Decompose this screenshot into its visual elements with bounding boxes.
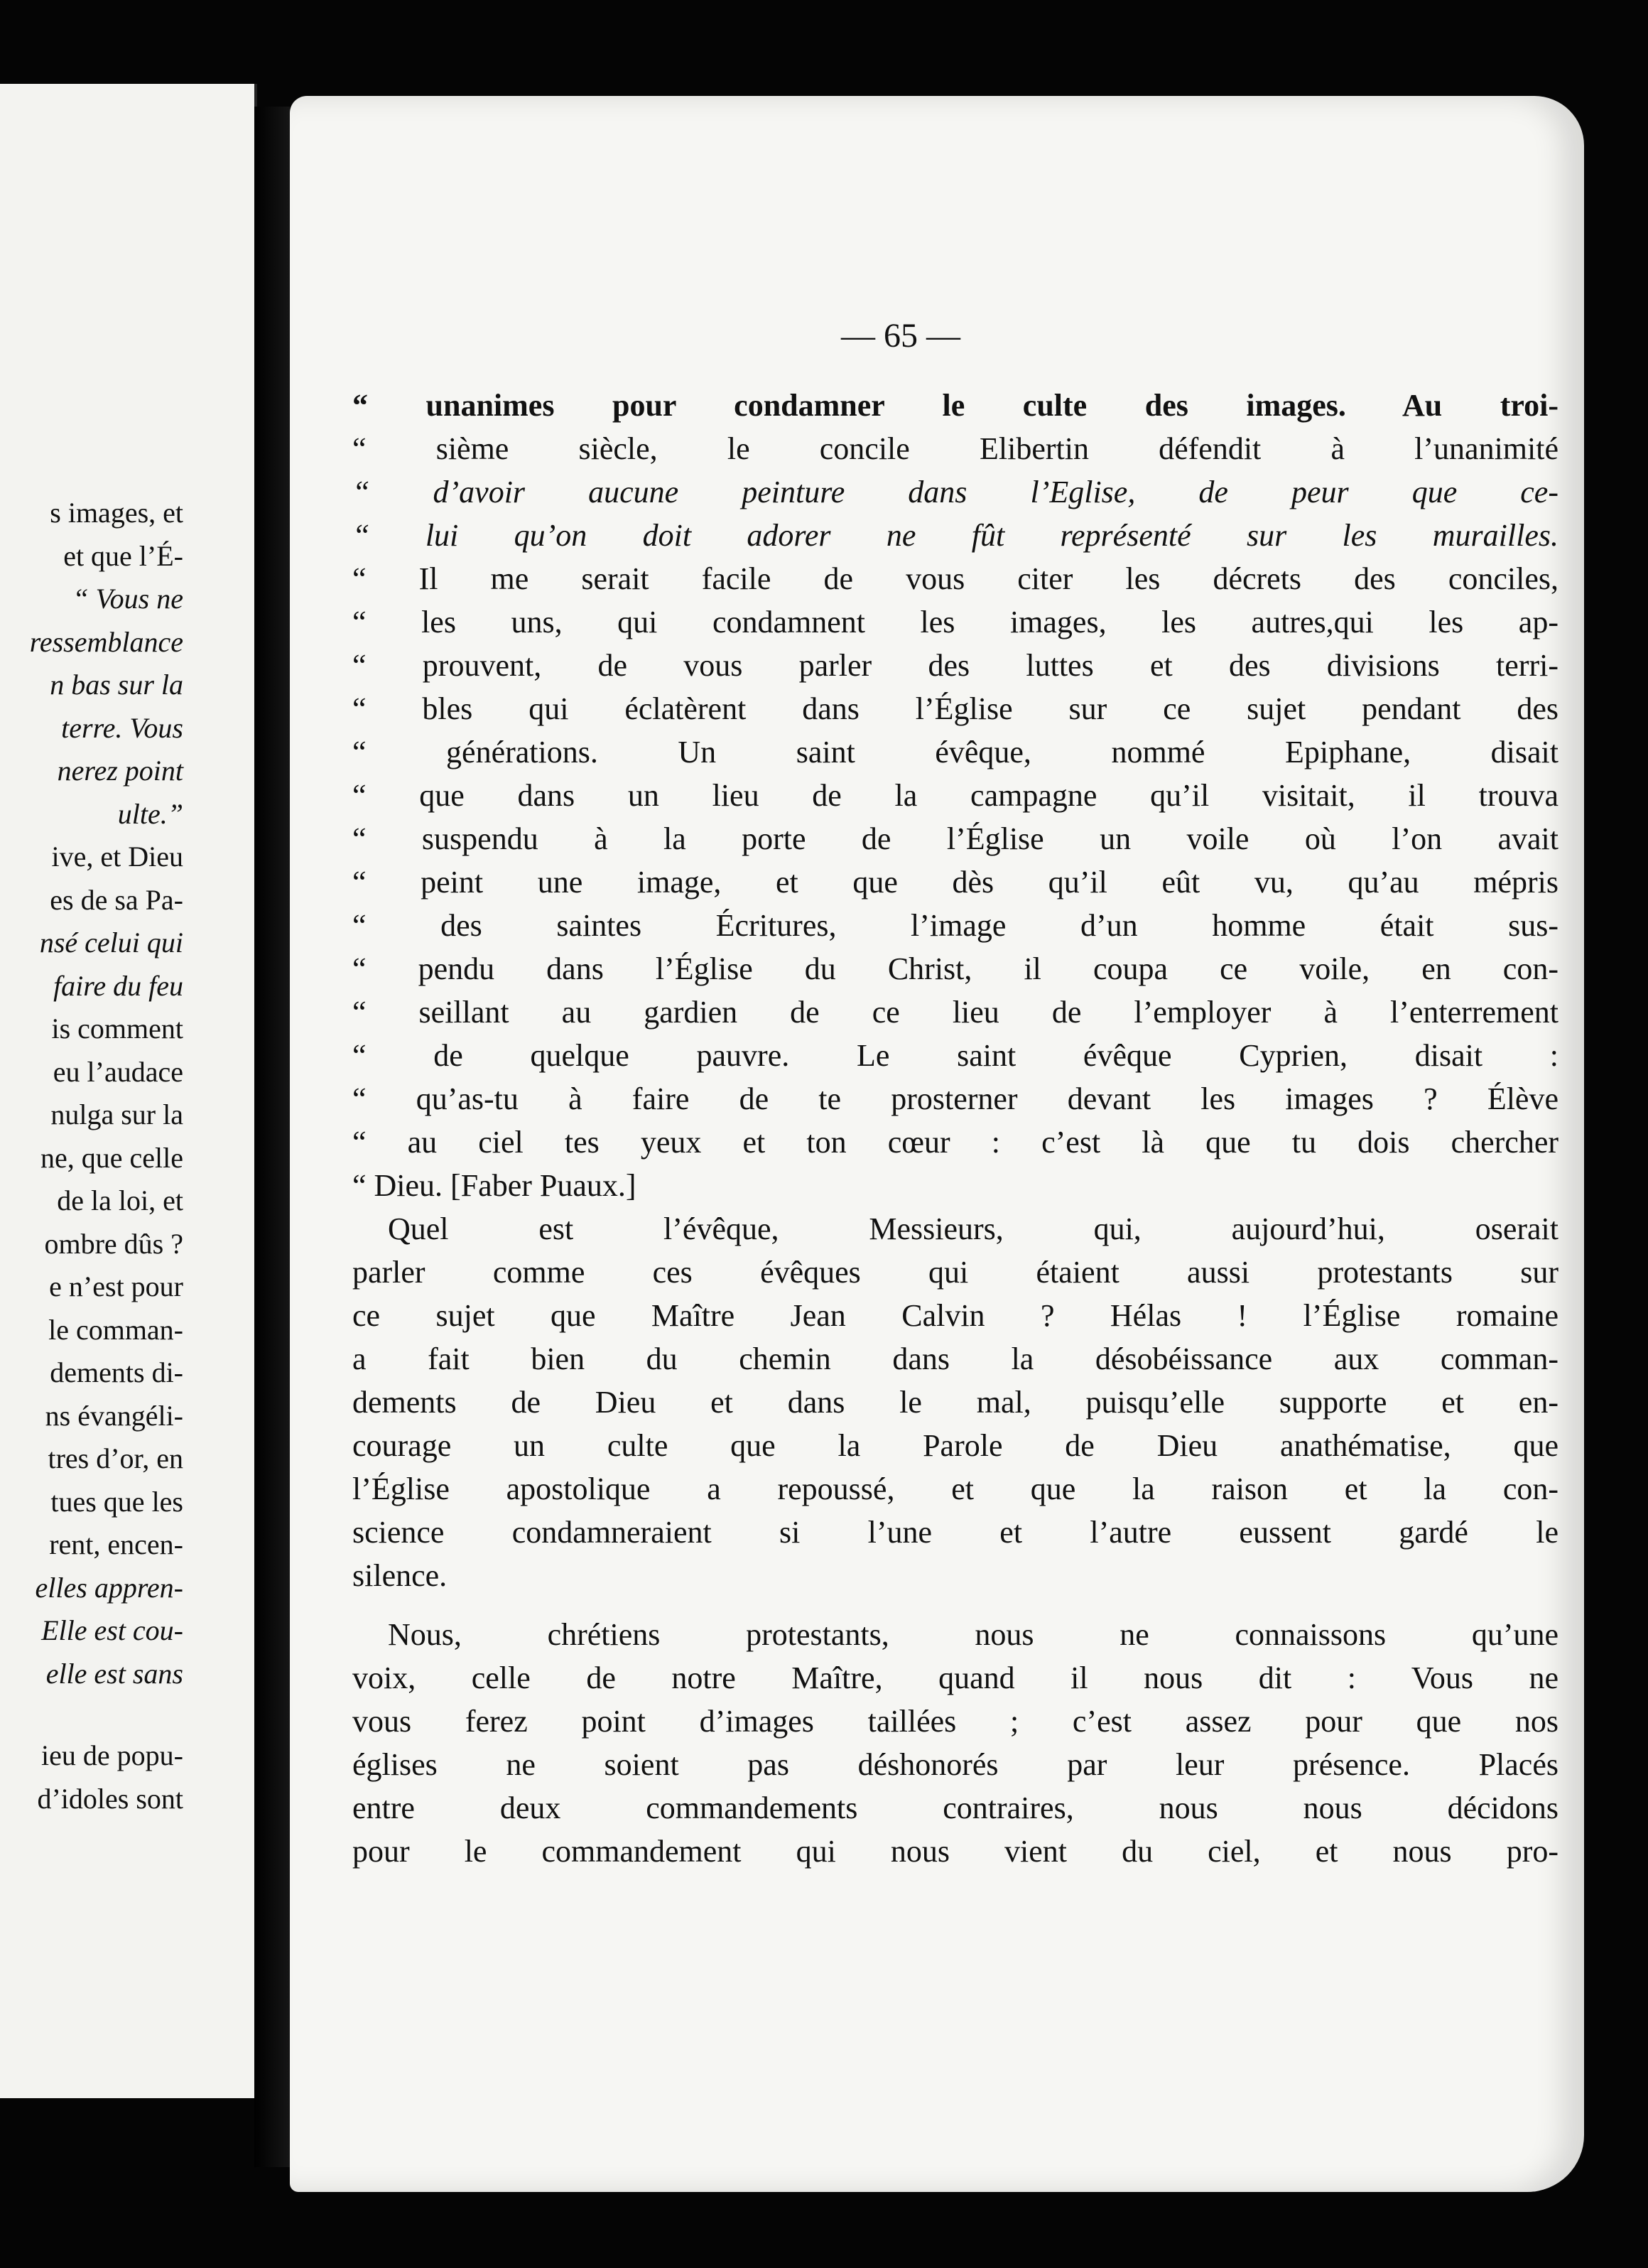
text-line: “ d’avoir aucune peinture dans l’Eglise, de peur que ce- bbox=[352, 475, 1558, 509]
left-line: d’idoles sont bbox=[37, 1782, 183, 1815]
text-line: ce sujet que Maître Jean Calvin ? Hélas ! l’Église romaine bbox=[352, 1298, 1558, 1333]
left-line: elle est sans bbox=[45, 1657, 183, 1690]
text-line: courage un culte que la Parole de Dieu anathématise, que bbox=[352, 1428, 1558, 1463]
text-line: “ Il me serait facile de vous citer les décrets des conciles, bbox=[352, 561, 1558, 596]
text-line: vous ferez point d’images taillées ; c’est assez pour que nos bbox=[352, 1704, 1558, 1739]
text-line: “ de quelque pauvre. Le saint évêque Cyprien, disait : bbox=[352, 1038, 1558, 1073]
text-line: “ les uns, qui condamnent les images, les autres,qui les ap- bbox=[352, 605, 1558, 639]
left-line: ulte.” bbox=[117, 797, 183, 830]
left-line: ombre dûs ? bbox=[44, 1227, 183, 1260]
left-line: dements di- bbox=[50, 1356, 183, 1388]
left-line: rent, encen- bbox=[49, 1528, 183, 1560]
text-line: “ Dieu. [Faber Puaux.] bbox=[352, 1168, 636, 1203]
text-line: “ qu’as-tu à faire de te prosterner devant les images ? Élève bbox=[352, 1081, 1558, 1116]
text-line: “ générations. Un saint évêque, nommé Epiphane, disait bbox=[352, 735, 1558, 770]
left-line: es de sa Pa- bbox=[50, 883, 183, 916]
left-line: de la loi, et bbox=[57, 1184, 183, 1216]
left-line: Elle est cou- bbox=[41, 1614, 183, 1646]
paragraph-1 bbox=[352, 1207, 1558, 1597]
left-line: nsé celui qui bbox=[39, 927, 183, 958]
text-line: entre deux commandements contraires, nous nous décidons bbox=[352, 1791, 1558, 1825]
left-line: tres d’or, en bbox=[48, 1442, 183, 1474]
text-line: “ que dans un lieu de la campagne qu’il visitait, il trouva bbox=[352, 778, 1558, 813]
text-line: science condamneraient si l’une et l’autre eussent gardé le bbox=[352, 1515, 1558, 1550]
left-line: ive, et Dieu bbox=[51, 841, 183, 873]
left-line: ieu de popu- bbox=[41, 1739, 183, 1771]
text-line: “ unanimes pour condamner le culte des images. Au troi- bbox=[352, 388, 1558, 423]
text-line: “ des saintes Écritures, l’image d’un homme était sus- bbox=[352, 908, 1558, 943]
text-line: voix, celle de notre Maître, quand il nous dit : Vous ne bbox=[352, 1660, 1558, 1695]
text-line: “ suspendu à la porte de l’Église un voile où l’on avait bbox=[352, 821, 1558, 856]
page-gutter bbox=[254, 107, 290, 2167]
page-number: — 65 — bbox=[841, 317, 960, 355]
text-line: “ seillant au gardien de ce lieu de l’employer à l’enterrement bbox=[352, 995, 1558, 1030]
text-line: pour le commandement qui nous vient du ciel, et nous pro- bbox=[352, 1834, 1558, 1869]
left-line: elles appren- bbox=[35, 1571, 183, 1604]
paragraph-2 bbox=[352, 1613, 1558, 1873]
left-facing-page bbox=[0, 84, 257, 2098]
left-line: nulga sur la bbox=[50, 1098, 183, 1130]
text-line: “ prouvent, de vous parler des luttes et des divisions terri- bbox=[352, 648, 1558, 683]
text-line: “ bles qui éclatèrent dans l’Église sur ce sujet pendant des bbox=[352, 691, 1558, 726]
text-line: a fait bien du chemin dans la désobéissance aux comman- bbox=[352, 1341, 1558, 1376]
quoted-passage bbox=[352, 384, 1558, 1207]
text-line: Quel est l’évêque, Messieurs, qui, aujourd’hui, oserait bbox=[388, 1211, 1558, 1246]
left-line: n bas sur la bbox=[50, 669, 183, 701]
text-line: Nous, chrétiens protestants, nous ne connaissons qu’une bbox=[388, 1617, 1558, 1652]
text-line: silence. bbox=[352, 1558, 448, 1593]
left-line: le comman- bbox=[48, 1313, 183, 1346]
left-line: terre. Vous bbox=[61, 711, 183, 744]
left-gap bbox=[0, 1695, 183, 1734]
left-line: ne, que celle bbox=[40, 1141, 183, 1174]
left-line: tues que les bbox=[50, 1485, 183, 1518]
text-line: “ pendu dans l’Église du Christ, il coupa ce voile, en con- bbox=[352, 951, 1558, 986]
text-line: l’Église apostolique a repoussé, et que la raison et la con- bbox=[352, 1472, 1558, 1506]
left-line: eu l’audace bbox=[53, 1055, 183, 1088]
left-line: nerez point bbox=[57, 755, 183, 787]
left-line: faire du feu bbox=[53, 969, 183, 1002]
left-line: ressemblance bbox=[29, 625, 183, 658]
text-line: dements de Dieu et dans le mal, puisqu’elle supporte et en- bbox=[352, 1385, 1558, 1420]
text-line: “ peint une image, et que dès qu’il eût vu, qu’au mépris bbox=[352, 865, 1558, 900]
left-line: is comment bbox=[51, 1012, 183, 1044]
left-line: “ Vous ne bbox=[72, 583, 183, 615]
text-line: parler comme ces évêques qui étaient aussi protestants sur bbox=[352, 1255, 1558, 1290]
left-line: e n’est pour bbox=[49, 1270, 183, 1302]
text-line: “ au ciel tes yeux et ton cœur : c’est là que tu dois chercher bbox=[352, 1125, 1558, 1160]
body-text bbox=[352, 384, 1558, 1873]
left-line: s images, et bbox=[50, 497, 183, 529]
main-page bbox=[290, 96, 1584, 2192]
text-line: “ sième siècle, le concile Elibertin défendit à l’unanimité bbox=[352, 431, 1558, 466]
left-line: ns évangéli- bbox=[45, 1399, 183, 1432]
text-line: églises ne soient pas déshonorés par leur présence. Placés bbox=[352, 1747, 1558, 1782]
left-page-text bbox=[0, 492, 183, 1820]
text-line: “ lui qu’on doit adorer ne fût représenté sur les murailles. bbox=[352, 518, 1558, 553]
paragraph-gap bbox=[352, 1597, 1558, 1613]
left-line: et que l’É- bbox=[63, 539, 183, 572]
